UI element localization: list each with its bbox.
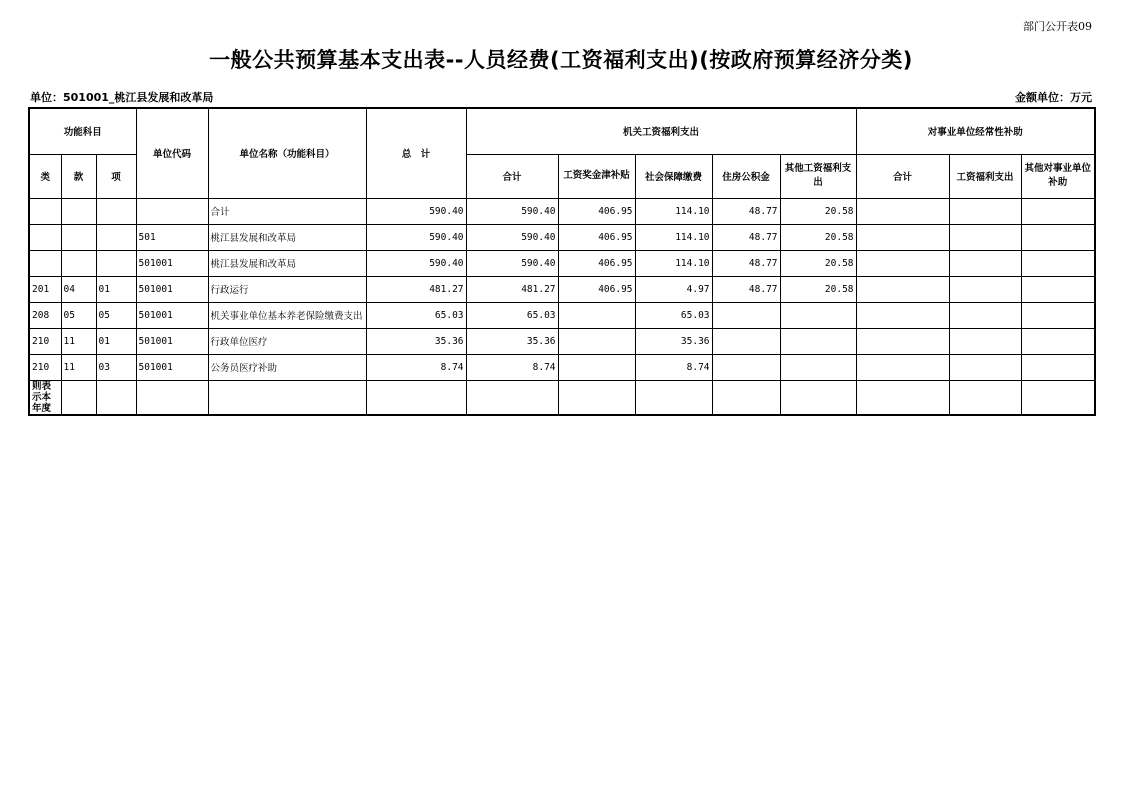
empty-cell — [856, 380, 949, 415]
table-number-tag: 部门公开表09 — [1023, 20, 1092, 33]
cell-inst-sum — [856, 198, 949, 224]
cell-org-sum: 8.74 — [466, 354, 558, 380]
cell-unit-code: 501001 — [136, 276, 208, 302]
cell-org-social: 114.10 — [635, 224, 712, 250]
cell-org-social: 8.74 — [635, 354, 712, 380]
cell-inst-sum — [856, 354, 949, 380]
cell-org-bonus — [558, 354, 635, 380]
cell-org-other: 20.58 — [780, 276, 856, 302]
cell-kuan: 11 — [61, 354, 96, 380]
cell-org-social: 65.03 — [635, 302, 712, 328]
cell-lei — [29, 224, 61, 250]
cell-inst-sum — [856, 250, 949, 276]
cell-org-other: 20.58 — [780, 250, 856, 276]
cell-org-housing: 48.77 — [712, 276, 780, 302]
footer-row — [29, 380, 1095, 415]
header-org-other: 其他工资福利支出 — [780, 154, 856, 198]
cell-xiang: 03 — [96, 354, 136, 380]
cell-total: 65.03 — [366, 302, 466, 328]
cell-inst-wage — [949, 354, 1021, 380]
cell-inst-other — [1021, 198, 1095, 224]
cell-inst-wage — [949, 198, 1021, 224]
cell-inst-sum — [856, 224, 949, 250]
cell-xiang — [96, 250, 136, 276]
cell-inst-wage — [949, 328, 1021, 354]
empty-cell — [1021, 380, 1095, 415]
cell-xiang: 05 — [96, 302, 136, 328]
header-kuan: 款 — [61, 154, 96, 198]
cell-org-bonus: 406.95 — [558, 250, 635, 276]
table-row — [29, 250, 1095, 276]
cell-xiang: 01 — [96, 276, 136, 302]
cell-org-housing — [712, 354, 780, 380]
cell-org-bonus: 406.95 — [558, 224, 635, 250]
cell-org-sum: 35.36 — [466, 328, 558, 354]
header-inst-wage: 工资福利支出 — [949, 154, 1021, 198]
table-row — [29, 276, 1095, 302]
cell-org-housing — [712, 302, 780, 328]
cell-lei — [29, 250, 61, 276]
cell-unit-name: 桃江县发展和改革局 — [208, 224, 366, 250]
cell-org-housing: 48.77 — [712, 224, 780, 250]
cell-inst-other — [1021, 276, 1095, 302]
cell-unit-name: 行政单位医疗 — [208, 328, 366, 354]
cell-inst-sum — [856, 302, 949, 328]
header-inst-other: 其他对事业单位补助 — [1021, 154, 1095, 198]
cell-unit-code: 501001 — [136, 250, 208, 276]
cell-total: 481.27 — [366, 276, 466, 302]
cell-org-other — [780, 302, 856, 328]
cell-kuan — [61, 250, 96, 276]
empty-cell — [558, 380, 635, 415]
header-xiang: 项 — [96, 154, 136, 198]
cell-inst-wage — [949, 302, 1021, 328]
header-lei: 类 — [29, 154, 61, 198]
cell-unit-name: 机关事业单位基本养老保险缴费支出 — [208, 302, 366, 328]
cell-lei: 208 — [29, 302, 61, 328]
table-row — [29, 224, 1095, 250]
header-func-subject: 功能科目 — [29, 108, 136, 154]
cell-lei: 210 — [29, 328, 61, 354]
cell-total: 8.74 — [366, 354, 466, 380]
cell-unit-code: 501001 — [136, 354, 208, 380]
cell-org-bonus: 406.95 — [558, 198, 635, 224]
cell-org-housing: 48.77 — [712, 198, 780, 224]
cell-org-housing: 48.77 — [712, 250, 780, 276]
cell-inst-wage — [949, 224, 1021, 250]
cell-inst-other — [1021, 302, 1095, 328]
cell-unit-code: 501001 — [136, 328, 208, 354]
cell-org-sum: 590.40 — [466, 224, 558, 250]
cell-inst-other — [1021, 354, 1095, 380]
cell-org-social: 4.97 — [635, 276, 712, 302]
cell-unit-name: 公务员医疗补助 — [208, 354, 366, 380]
cell-unit-code: 501001 — [136, 302, 208, 328]
header-inst-subsidy: 对事业单位经常性补助 — [856, 108, 1095, 154]
cell-kuan — [61, 224, 96, 250]
header-org-wage: 机关工资福利支出 — [466, 108, 856, 154]
table-row — [29, 302, 1095, 328]
cell-xiang: 01 — [96, 328, 136, 354]
cell-org-sum: 590.40 — [466, 198, 558, 224]
empty-cell — [635, 380, 712, 415]
cell-org-other — [780, 328, 856, 354]
cell-xiang — [96, 224, 136, 250]
cell-org-other: 20.58 — [780, 224, 856, 250]
cell-org-housing — [712, 328, 780, 354]
empty-cell — [208, 380, 366, 415]
cell-org-bonus — [558, 302, 635, 328]
cell-kuan: 04 — [61, 276, 96, 302]
cell-inst-other — [1021, 250, 1095, 276]
cell-kuan — [61, 198, 96, 224]
empty-cell — [96, 380, 136, 415]
cell-org-sum: 65.03 — [466, 302, 558, 328]
cell-kuan: 05 — [61, 302, 96, 328]
cell-xiang — [96, 198, 136, 224]
cell-inst-other — [1021, 328, 1095, 354]
cell-org-bonus: 406.95 — [558, 276, 635, 302]
header-org-sum: 合计 — [466, 154, 558, 198]
cell-total: 590.40 — [366, 250, 466, 276]
cell-unit-name: 合计 — [208, 198, 366, 224]
cell-total: 590.40 — [366, 198, 466, 224]
cell-kuan: 11 — [61, 328, 96, 354]
cell-lei: 210 — [29, 354, 61, 380]
cell-total: 35.36 — [366, 328, 466, 354]
header-unit-code: 单位代码 — [136, 108, 208, 198]
cell-org-social: 35.36 — [635, 328, 712, 354]
cell-org-social: 114.10 — [635, 198, 712, 224]
header-total: 总 计 — [366, 108, 466, 198]
header-org-bonus: 工资奖金津补贴 — [558, 154, 635, 198]
amount-unit: 金额单位：万元 — [1015, 91, 1092, 104]
expenditure-table — [28, 107, 1096, 416]
cell-total: 590.40 — [366, 224, 466, 250]
empty-cell — [466, 380, 558, 415]
page-title: 一般公共预算基本支出表--人员经费(工资福利支出)(按政府预算经济分类) — [209, 48, 913, 72]
empty-cell — [949, 380, 1021, 415]
reporting-unit: 单位：501001_桃江县发展和改革局 — [30, 91, 214, 104]
cell-inst-sum — [856, 276, 949, 302]
empty-cell — [136, 380, 208, 415]
header-unit-name: 单位名称（功能科目） — [208, 108, 366, 198]
cell-inst-sum — [856, 328, 949, 354]
header-org-housing: 住房公积金 — [712, 154, 780, 198]
cell-unit-name: 行政运行 — [208, 276, 366, 302]
header-inst-sum: 合计 — [856, 154, 949, 198]
empty-cell — [712, 380, 780, 415]
cell-org-sum: 590.40 — [466, 250, 558, 276]
cell-inst-other — [1021, 224, 1095, 250]
table-row — [29, 328, 1095, 354]
table-row — [29, 354, 1095, 380]
footer-note: 则表示本年度 — [29, 380, 61, 415]
cell-unit-code — [136, 198, 208, 224]
empty-cell — [61, 380, 96, 415]
header-org-social: 社会保障缴费 — [635, 154, 712, 198]
table-row — [29, 198, 1095, 224]
cell-org-other: 20.58 — [780, 198, 856, 224]
empty-cell — [780, 380, 856, 415]
cell-unit-name: 桃江县发展和改革局 — [208, 250, 366, 276]
cell-org-sum: 481.27 — [466, 276, 558, 302]
empty-cell — [366, 380, 466, 415]
cell-inst-wage — [949, 276, 1021, 302]
cell-org-other — [780, 354, 856, 380]
cell-org-social: 114.10 — [635, 250, 712, 276]
cell-lei: 201 — [29, 276, 61, 302]
cell-lei — [29, 198, 61, 224]
cell-org-bonus — [558, 328, 635, 354]
cell-inst-wage — [949, 250, 1021, 276]
cell-unit-code: 501 — [136, 224, 208, 250]
